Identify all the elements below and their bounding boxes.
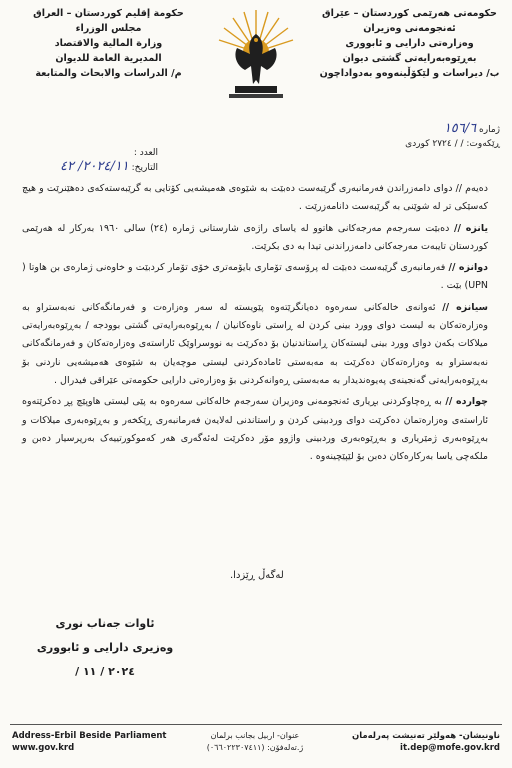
footer-kurdish [352, 730, 500, 754]
signature-date: ٢٠٢٤ / ١١ / [75, 665, 135, 678]
paragraph-13 [22, 299, 488, 390]
reference-ar-date-label: التاريخ: [131, 163, 159, 173]
letterhead-arabic-line: مجلس الوزراء [75, 23, 142, 34]
paragraph-10: دەیەم // دوای دامەزراندن فەرمانبەری گرێبەست دەبێت بە شێوەی هەمیشەیی کۆتایی بە گرێبەستەکەی دەهێنرێت و هیچ کەسێکی تر لە شوێنی بە گرێبەست دانامەزرێت . [22, 183, 488, 213]
reference-kurdish [405, 122, 500, 151]
paragraph-11-text: دەبێت سەرجەم مەرجەکانی هاتوو لە یاسای راژەی شارستانی ژمارە (٢٤) سالی ١٩٦٠ بەرکار لە هەرێمی کوردستان تایبەت مەرجەکانی دامەزراندنی تیدا بە دی بکرێت. [22, 222, 488, 252]
footer-address-en: Address-Erbil Beside Parliament [12, 731, 167, 741]
footer-divider [10, 724, 502, 725]
letterhead-arabic-line: حكومة إقليم كوردستان – العراق [33, 8, 184, 19]
footer-english [12, 730, 166, 754]
paragraph-14-heading: چواردە // [445, 396, 488, 408]
paragraph-13-text: ئەوانەی خالەکانی سەرەوە دەیانگرێتەوە پێویستە لە سەر وەزارەت و فەرمانگەکانی نەبەستراو بە وەزارەتەکان بە لیست دوای وورد بینی کردن لە ڕاستی ناوەکانیان / بەڕێوەبەرایەتی گشتی بوودجە / بەڕێوەبەرایەتی میلاکات بکەن دوای وورد بینی لیستەکان ڕاستاندنیان بۆ دەکرێت بە نووسراوێک ئاراستەی وەزارەتەکان و فەرمانگەکانی نەبەستراو بە وەزارەتەکان دەکرێت بە مەبەستی ئامادەکردنی لیستی موچەیان بە شێوەی هەمیشەیی ناردنی بۆ بەڕێوەبەرایەتی گەنجینەی پەیوەندیدار بە مەبەستی ڕەوانەکردنی بۆ وەزارەتی دارایی حکومەتی عێراقی فیدرال . [22, 301, 488, 386]
letterhead-kurdish [317, 6, 502, 81]
reference-ar-number-label: العدد : [133, 148, 159, 158]
paragraph-14-text: بە ڕەچاوکردنی بڕیاری ئەنجومەنی وەزیران سەرجەم خالەکانی سەرەوە بە پێی لیستی هاوپێچ پڕ دەکرێتەوە ئاراستەی وەزارەتمان دەکرێت دوای وردبینی کردن و راستاندنی لەلایەن فەرمانبەری ڕێکخەر و بەڕێوەبەری میلاکات و بەڕێوەبەری ژمێریاری و بەڕێوەبەری وردبینی واژوو مۆر دەکرێت لەئەگەری هەر کەموکورتییەک بەرپرسیار دەبن و ملکەچی یاسا بەرکارەکان دەبن بۆ لێپێچینەوە . [22, 396, 488, 463]
letterhead-arabic-line: المديرية العامة للديوان [55, 53, 162, 64]
letterhead-kurdish-line: ب/ دیراسات و لێکۆڵینەوەو بەدواداچون [319, 68, 500, 79]
reference-date: ڕێکەوت: / / ٢٧٢٤ کوردی [405, 139, 500, 149]
footer-email[interactable]: it.dep@mofe.gov.krd [400, 743, 500, 753]
footer-address-ar: عنوان- اربيل بجانب برلمان [210, 731, 300, 740]
letter-body [22, 180, 488, 469]
signer-name: ئاوات جەناب نوری [55, 617, 155, 630]
closing-regards: لەگەڵ ڕێزدا. [230, 570, 284, 581]
reference-number-label: ژمارە [479, 125, 500, 135]
footer-address-ku: ناونیشان- هەولێر تەنیشت پەرلەمان [351, 731, 500, 741]
paragraph-11-heading: یانزە // [453, 222, 489, 234]
signer-title: وەزیری دارایی و ئابووری [36, 641, 174, 654]
paragraph-12-heading: دوانزە // [448, 262, 489, 274]
footer-phone: ژ.تەلەفۆن: (٠٦٦٠٢٢٣٠٧٤١١) [206, 743, 304, 752]
footer-arabic [180, 730, 330, 754]
reference-number-value: ١٥٦/٦ [443, 121, 477, 136]
letterhead-kurdish-line: حکومەتی هەرێمی کوردستان – عێراق [322, 8, 497, 19]
letterhead-kurdish-line: ئەنجومەنی وەزیران [363, 23, 456, 34]
reference-ar-date-value: ٢٠٢٤/١١/ ٤٢ [60, 159, 129, 174]
signature-block [30, 612, 180, 684]
paragraph-11 [22, 220, 488, 257]
krg-emblem-icon [215, 4, 297, 104]
letterhead-arabic [16, 6, 201, 81]
letterhead-arabic-line: وزارة المالية والاقتصاد [54, 38, 163, 49]
reference-arabic [60, 146, 158, 175]
paragraph-12 [22, 259, 488, 296]
paragraph-12-text: فەرمانبەری گرێبەست دەبێت لە پرۆسەی تۆماری بایۆمەتری خۆی تۆمار کردبێت و خاوەنی ژمارەی بن هاوتا ( UPN) بێت . [22, 262, 488, 292]
letterhead-kurdish-line: بەڕێوەبەرایەتی گشتی دیوان [342, 53, 477, 64]
paragraph-14 [22, 393, 488, 466]
footer-website[interactable]: www.gov.krd [12, 743, 75, 753]
paragraph-13-heading: سیانزە // [442, 301, 489, 313]
letterhead-kurdish-line: وەزارەتی دارایی و ئابووری [345, 38, 474, 49]
letterhead-arabic-line: م/ الدراسات والابحاث والمتابعة [35, 68, 182, 79]
